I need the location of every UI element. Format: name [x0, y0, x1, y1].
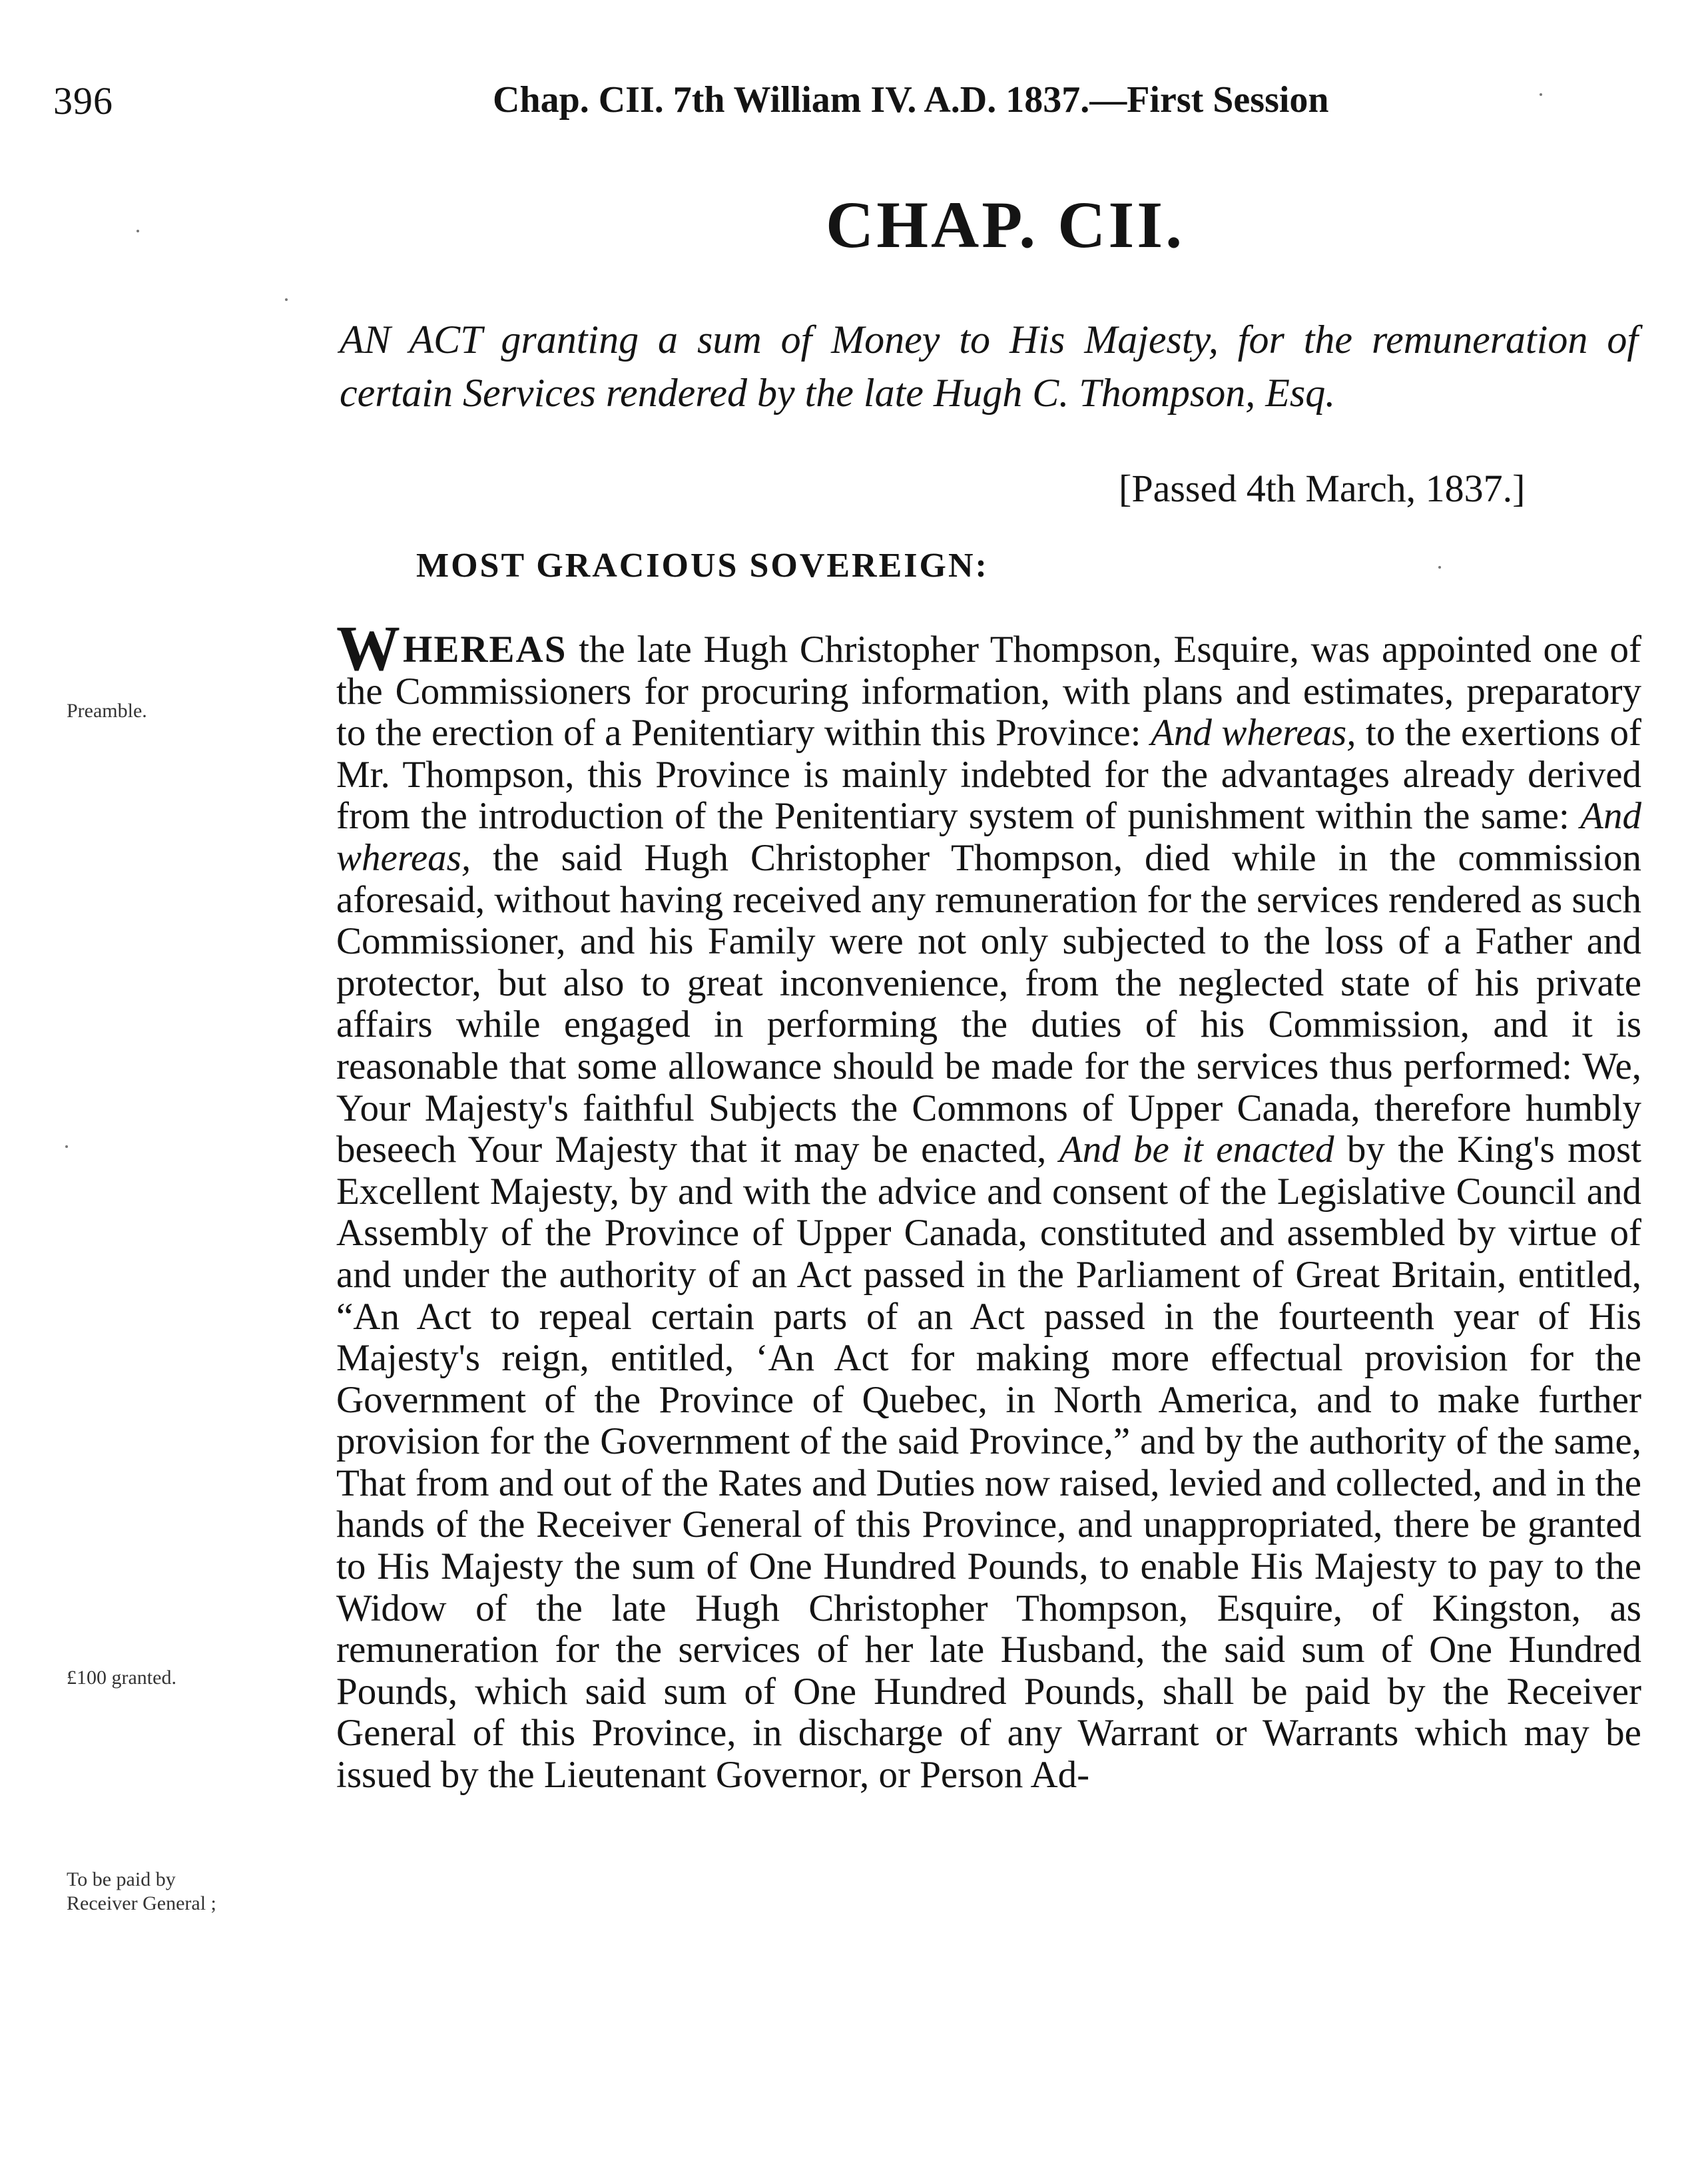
margin-note-preamble: Preamble. [67, 700, 147, 722]
scan-speck [285, 298, 288, 301]
page-header [53, 79, 1518, 138]
act-paragraph [336, 613, 1642, 1796]
passed-date: [Passed 4th March, 1837.] [1119, 467, 1526, 510]
margin-note-paid-by-line1: To be paid by [67, 1868, 176, 1890]
scan-speck [137, 230, 139, 232]
body-text-1: the late Hugh Christopher Thompson, Esquire, was appointed one of the Commissioners for procuring information, with plans and estimates, preparatory to the erection of a Penitentiary within this Province: [336, 629, 1641, 754]
scan-speck [1540, 93, 1542, 96]
body-italic-1: And whereas, [1151, 712, 1356, 754]
act-body [336, 613, 1642, 1796]
whereas-word: HEREAS [403, 629, 567, 671]
page-number: 396 [53, 79, 113, 123]
chapter-title: CHAP. CII. [826, 188, 1185, 262]
body-text-4: by the King's most Excellent Majesty, by and with the advice and consent of the Legislative Council and Assembly of the Province of Upper Canada, constituted and assembled by virtue of and under the authority of an Act passed in the Parliament of Great Britain, entitled, “An Act to repeal certain parts of an Act passed in the fourteenth year of His Majesty's reign, entitled, ‘An Act for making more effectual provision for the Government of the Province of Quebec, in North America, and to make further provision for the Government of the said Province,” and by the authority of the same, That from and out of the Rates and Duties now raised, levied and collected, and in the hands of the Receiver General of this Province, and unappropriated, there be granted to His Majesty the sum of One Hundred Pounds, to enable His Majesty to pay to the Widow of the late Hugh Christopher Thompson, Esquire, of Kingston, as remuneration for the services of her late Husband, the said sum of One Hundred Pounds, which said sum of One Hundred Pounds, shall be paid by the Receiver General of this Province, in discharge of any Warrant or Warrants which may be issued by the Lieutenant Governor, or Person Ad- [336, 1129, 1641, 1796]
body-text-2: to the exertions of Mr. Thompson, this Province is mainly indebted for the advantages already derived from the introduction of the Penitentiary system of punishment within the same: [336, 712, 1642, 838]
salutation: MOST GRACIOUS SOVEREIGN: [416, 547, 989, 585]
running-head: Chap. CII. 7th William IV. A.D. 1837.—First Session [493, 79, 1329, 121]
scan-speck [1438, 566, 1441, 569]
margin-note-paid-by-line2: Receiver General ; [67, 1892, 216, 1914]
drop-cap: W [336, 613, 400, 684]
scan-speck [65, 1145, 68, 1148]
act-title: AN ACT granting a sum of Money to His Majesty, for the remuneration of certain Services rendered by the late Hugh C. Thompson, Esq. [340, 318, 1638, 415]
body-italic-3: And be it enacted [1059, 1129, 1334, 1171]
margin-note-granted: £100 granted. [67, 1667, 176, 1689]
body-italic-2: And whereas, [336, 795, 1641, 879]
body-text-3: the said Hugh Christopher Thompson, died while in the commission aforesaid, without having received any remuneration for the services rendered as such Commissioner, and his Family were not only subjected to the loss of a Father and protector, but also to great inconvenience, from the neglected state of his private affairs while engaged in performing the duties of his Commission, and it is reasonable that some allowance should be made for the services thus performed: We, Your Majesty's faithful Subjects the Commons of Upper Canada, therefore humbly beseech Your Majesty that it may be enacted, [336, 836, 1641, 1171]
